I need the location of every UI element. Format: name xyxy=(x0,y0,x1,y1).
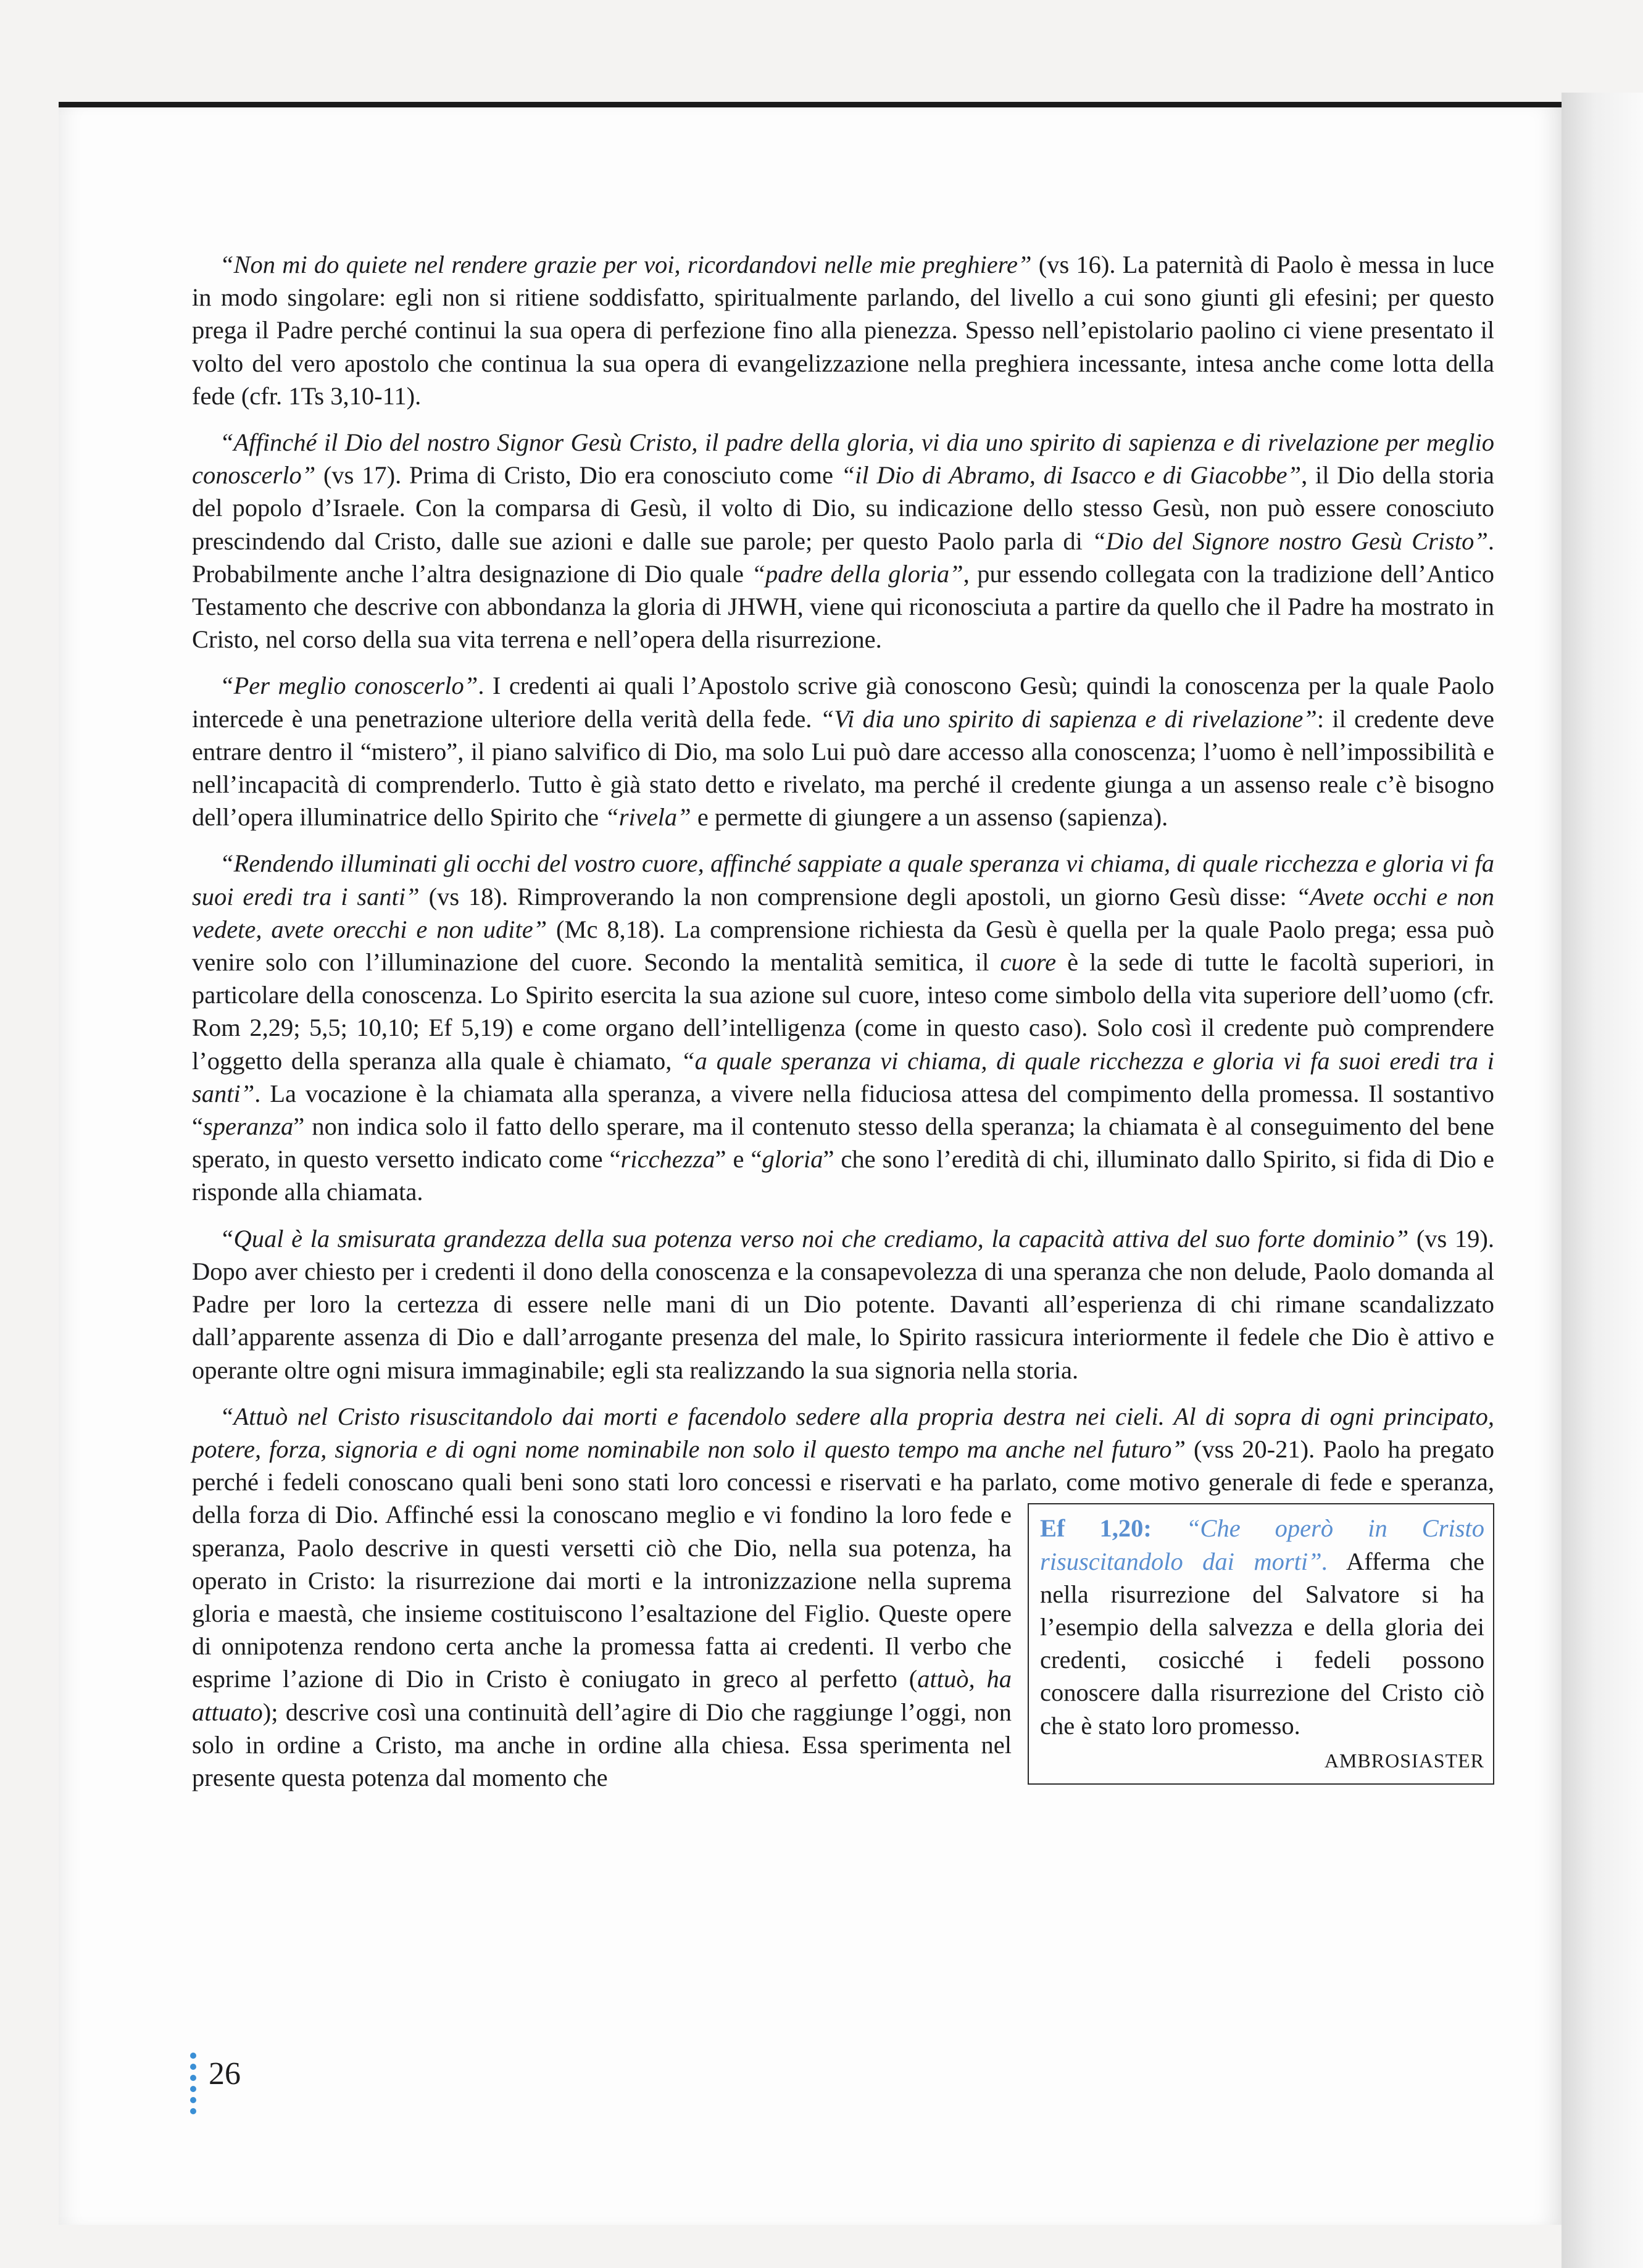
sidebox-author: AMBROSIASTER xyxy=(1324,1749,1484,1772)
italic-segment: “Dio del Signore nostro Gesù Cristo” xyxy=(1092,527,1488,555)
text-segment: ” e “ xyxy=(715,1145,762,1174)
text-segment: (Mc 8,18). La comprensione richiesta da Gesù è quella per la quale Paolo prega; essa può venire solo con l’illuminazione del cuore. Secondo la mentalità semitica, il xyxy=(192,915,1494,977)
sidebox-body: Afferma che nella risurrezione del Salvatore si ha l’esempio della salvezza e della gloria dei credenti, cosicché i fedeli possono conoscere dalla risurrezione del Cristo ciò che è stato loro promesso. xyxy=(1040,1547,1484,1740)
text-segment: (vs 19). Dopo aver chiesto per i credenti il dono della conoscenza e la consapevolezza di una speranza che non delude, Paolo domanda al Padre per loro la certezza di essere nelle mani di un Dio potente. Davanti all’esperienza di chi rimane scandalizzato dall’apparente assenza di Dio e dall’arrogante presenza del male, lo Spirito rassicura interiormente il fedele che Dio è attivo e operante oltre ogni misura immaginabile; egli sta realizzando la sua signoria nella storia. xyxy=(192,1224,1494,1384)
italic-segment: “Avete occhi e non vedete, avete orecchi e non udite” xyxy=(192,882,1494,943)
italic-segment: “rivela” xyxy=(605,803,691,832)
italic-segment: “Non mi do quiete nel rendere grazie per voi, ricordandovi nelle mie preghiere” xyxy=(220,251,1032,278)
paragraph xyxy=(192,248,1494,412)
italic-segment: “Rendendo illuminati gli occhi del vostro cuore, affinché sappiate a quale speranza vi chiama, di quale ricchezza e gloria vi fa suoi eredi tra i santi” xyxy=(192,849,1494,911)
text-segment: : il credente deve entrare dentro il “mistero”, il piano salvifico di Dio, ma solo Lui può dare accesso alla conoscenza; l’uomo è nell’impossibilità e nell’incapacità di comprenderlo. Tutto è già stato detto e rivelato, ma perché il credente giunga a un assenso reale c’è bisogno dell’opera illuminatrice dello Spirito che xyxy=(192,704,1494,832)
text-segment: . I credenti ai quali l’Apostolo scrive già conoscono Gesù; quindi la conoscenza per la quale Paolo intercede è una penetrazione ulteriore della verità della fede. xyxy=(192,672,1494,733)
paragraph-rest xyxy=(192,1501,1012,1791)
paragraph-with-sidebox xyxy=(192,1400,1494,1794)
text-segment: (vs 16). La paternità di Paolo è messa in luce in modo singolare: egli non si ritiene soddisfatto, spiritualmente parlando, del livello a cui sono giunti gli efesini; per questo prega il Padre perché continui la sua opera di perfezione fino alla pienezza. Spesso nell’epistolario paolino ci viene presentato il volto del vero apostolo che continua la sua opera di evangelizzazione nella preghiera incessante, intesa anche come lotta della fede (cfr. 1Ts 3,10-11). xyxy=(192,251,1494,410)
italic-segment: “padre della gloria” xyxy=(751,559,963,588)
paragraph xyxy=(192,669,1494,833)
text-segment: (vs 18). Rimproverando la non comprensione degli apostoli, un giorno Gesù disse: xyxy=(419,882,1296,911)
italic-segment: cuore xyxy=(1000,948,1057,977)
text-segment: . La vocazione è la chiamata alla speranza, a vivere nella fiduciosa attesa del compimento della promessa. Il sostantivo “ xyxy=(192,1079,1494,1141)
italic-segment: “Affinché il Dio del nostro Signor Gesù Cristo, il padre della gloria, vi dia uno spirito di sapienza e di rivelazione per meglio conoscerlo” xyxy=(192,428,1494,490)
italic-segment: “Attuò nel Cristo risuscitandolo dai morti e facendolo sedere alla propria destra nei cieli. Al di sopra di ogni principato, potere, forza, signoria e di ogni nome nominabile non solo il questo tempo ma anche nel futuro” xyxy=(192,1402,1494,1463)
text-segment: ); descrive così una continuità dell’agire di Dio che raggiunge l’oggi, non solo in ordine a Cristo, ma anche in ordine alla chiesa. Essa sperimenta nel presente questa potenza dal momento che xyxy=(192,1698,1012,1791)
text-segment: e permette di giungere a un assenso (sapienza). xyxy=(691,803,1168,832)
text-segment: ” non indica solo il fatto dello sperare, ma il contenuto stesso della speranza; la chiamata è al conseguimento del bene sperato, in questo versetto indicato come “ xyxy=(192,1112,1494,1174)
book-spine-shadow xyxy=(1562,93,1643,2268)
text-segment: , pur essendo collegata con la tradizione dell’Antico Testamento che descrive con abbondanza la gloria di JHWH, viene qui riconosciuta a partire da quello che il Padre ha mostrato in Cristo, nel corso della sua vita terrena e nell’opera della risurrezione. xyxy=(192,559,1494,654)
text-segment: (vss 20-21). Paolo ha pregato perché i fedeli conoscano quali beni sono stati loro concessi e riservati e ha parlato, come motivo generale di fede e speranza, della forza di Dio. xyxy=(192,1435,1494,1529)
paragraph xyxy=(192,1222,1494,1386)
text-segment: . Probabilmente anche l’altra designazione di Dio quale xyxy=(192,527,1495,588)
italic-segment: gloria xyxy=(762,1145,823,1174)
italic-segment: speranza xyxy=(202,1112,294,1141)
italic-segment: “Vi dia uno spirito di sapienza e di rivelazione” xyxy=(820,704,1317,733)
text-segment: , il Dio della storia del popolo d’Israele. Con la comparsa di Gesù, il volto di Dio, su indicazione dello stesso Gesù, non può essere conosciuto prescindendo dal Cristo, dalle sue azioni e dalle sue parole; per questo Paolo parla di xyxy=(192,461,1494,555)
paragraph xyxy=(192,426,1494,656)
sidebox-quote: “Che operò in Cristo risuscitandolo dai morti”. xyxy=(1040,1514,1484,1575)
text-segment: Affinché essi la conoscano meglio e vi fondino la loro fede e speranza, Paolo descrive in questi versetti ciò che Dio, nella sua potenza, ha operato in Cristo: la risurrezione dai morti e la intronizzazione nella suprema gloria e maestà, che insieme costituiscono l’esaltazione del Figlio. Queste opere di onnipotenza rendono certa anche la promessa fatta ai credenti. Il verbo che esprime l’azione di Dio in Cristo è coniugato in greco al perfetto ( xyxy=(192,1501,1012,1693)
italic-segment: attuò, ha attuato xyxy=(192,1665,1012,1726)
page-dots-decoration xyxy=(190,2053,199,2119)
page-number: 26 xyxy=(209,2056,241,2091)
italic-segment: “a quale speranza vi chiama, di quale ricchezza e gloria vi fa suoi eredi tra i santi” xyxy=(192,1046,1494,1107)
text-segment: ” che sono l’eredità di chi, illuminato dallo Spirito, si fida di Dio e risponde alla chiamata. xyxy=(192,1145,1494,1206)
text-segment: (vs 17). Prima di Cristo, Dio era conosciuto come xyxy=(315,461,841,490)
body-text xyxy=(192,248,1494,1794)
italic-segment: “Qual è la smisurata grandezza della sua potenza verso noi che crediamo, la capacità attiva del suo forte dominio” xyxy=(220,1224,1409,1253)
paragraph xyxy=(192,847,1494,1208)
italic-segment: “il Dio di Abramo, di Isacco e di Giacobbe” xyxy=(841,461,1302,490)
sidebar-quote-box xyxy=(1028,1503,1494,1785)
text-segment: è la sede di tutte le facoltà superiori, in particolare della conoscenza. Lo Spirito esercita la sua azione sul cuore, inteso come simbolo della vita superiore dell’uomo (cfr. Rom 2,29; 5,5; 10,10; Ef 5,19) e come organo dell’intelligenza (come in questo caso). Solo così il credente può comprendere l’oggetto della speranza alla quale è chiamato, xyxy=(192,948,1494,1075)
sidebox-reference: Ef 1,20: xyxy=(1040,1514,1152,1543)
italic-segment: ricchezza xyxy=(620,1145,715,1174)
italic-segment: “Per meglio conoscerlo” xyxy=(220,672,478,700)
